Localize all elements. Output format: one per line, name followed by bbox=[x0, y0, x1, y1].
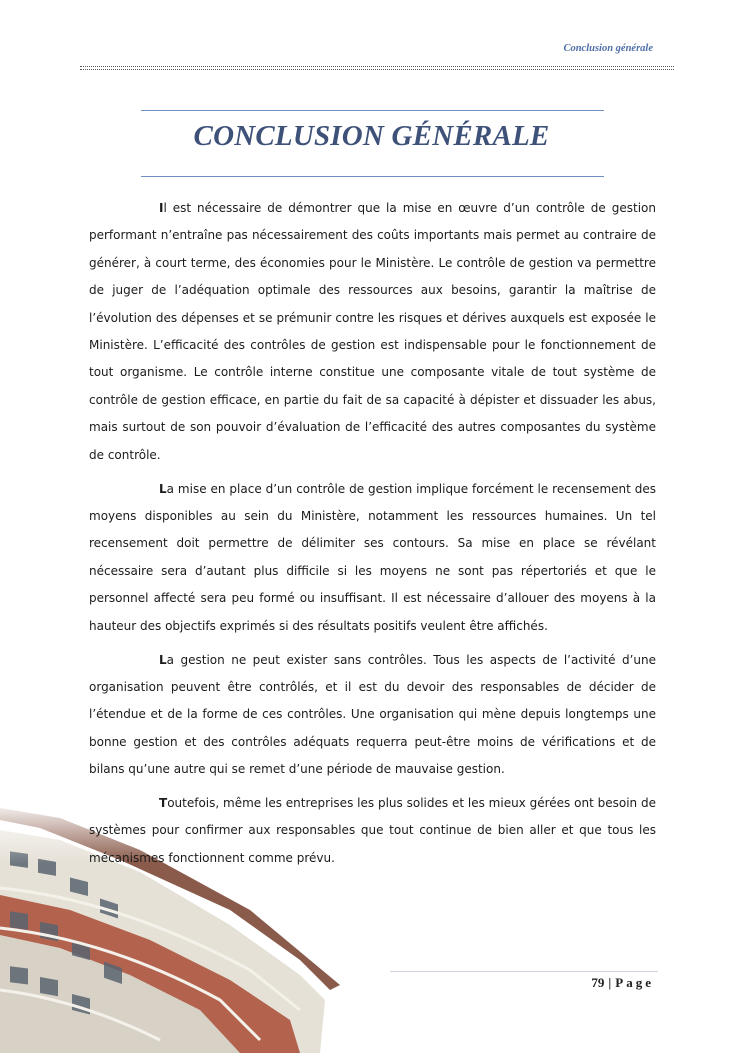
paragraph bbox=[89, 790, 656, 872]
paragraph-text: outefois, même les entreprises les plus solides et les mieux gérées ont besoin de systèmes pour confirmer aux responsables que tout continue de bien aller et que tous les mécanismes fonctionnent comme prévu. bbox=[89, 796, 656, 865]
paragraph bbox=[89, 476, 656, 640]
page-label: Page bbox=[615, 975, 654, 990]
paragraph-text: a gestion ne peut exister sans contrôles. Tous les aspects de l’activité d’une organisation peuvent être contrôlés, et il est du devoir des responsables de décider de l’étendue et de la forme de ces contrôles. Une organisation qui mène depuis longtemps une bonne gestion et des contrôles adéquats requerra peut-être moins de vérifications et de bilans qu’une autre qui se remet d’une période de mauvaise gestion. bbox=[89, 652, 656, 777]
title-rule-top bbox=[141, 110, 604, 111]
title-rule-bottom bbox=[141, 176, 604, 177]
paragraph-text: l est nécessaire de démontrer que la mise en œuvre d’un contrôle de gestion performant n’entraîne pas nécessairement des coûts importants mais permet au contraire de générer, à court terme, des économies pour le Ministère. Le contrôle de gestion va permettre de juger de l’adéquation optimale des ressources aux besoins, garantir la maîtrise de l’évolution des dépenses et se prémunir contre les risques et dérives auxquels est exposée le Ministère. L’efficacité des contrôles de gestion est indispensable pour le fonctionnement de tout organisme. Le contrôle interne constitue une composante vitale de tout système de contrôle de gestion efficace, en partie du fait de sa capacité à dépister et dissuader les abus, mais surtout de son pouvoir d’évaluation de l’efficacité des autres composantes du système de contrôle. bbox=[89, 201, 656, 462]
footer-divider bbox=[390, 971, 658, 972]
paragraph-initial: I bbox=[159, 201, 164, 215]
paragraph-text: a mise en place d’un contrôle de gestion implique forcément le recensement des moyens disponibles au sein du Ministère, notamment les ressources humaines. Un tel recensement doit permettre de délimiter ses contours. Sa mise en place se révélant nécessaire sera d’autant plus difficile si les moyens ne sont pas répertoriés et que le personnel affecté sera peu formé ou insuffisant. Il est nécessaire d’allouer des moyens à la hauteur des objectifs exprimés si des résultats positifs veulent être affichés. bbox=[89, 481, 656, 633]
running-header: Conclusion générale bbox=[563, 43, 653, 54]
paragraph-initial: T bbox=[159, 796, 168, 811]
paragraph bbox=[89, 647, 656, 784]
body-text bbox=[89, 195, 656, 879]
footer-separator: | bbox=[608, 975, 612, 990]
paragraph-initial: L bbox=[159, 481, 167, 496]
page-number: 79 bbox=[591, 975, 605, 990]
paragraph-initial: L bbox=[159, 652, 167, 667]
page-title: CONCLUSION GÉNÉRALE bbox=[193, 120, 550, 152]
header-divider bbox=[80, 66, 674, 70]
paragraph bbox=[89, 195, 656, 469]
page-footer bbox=[591, 975, 654, 991]
